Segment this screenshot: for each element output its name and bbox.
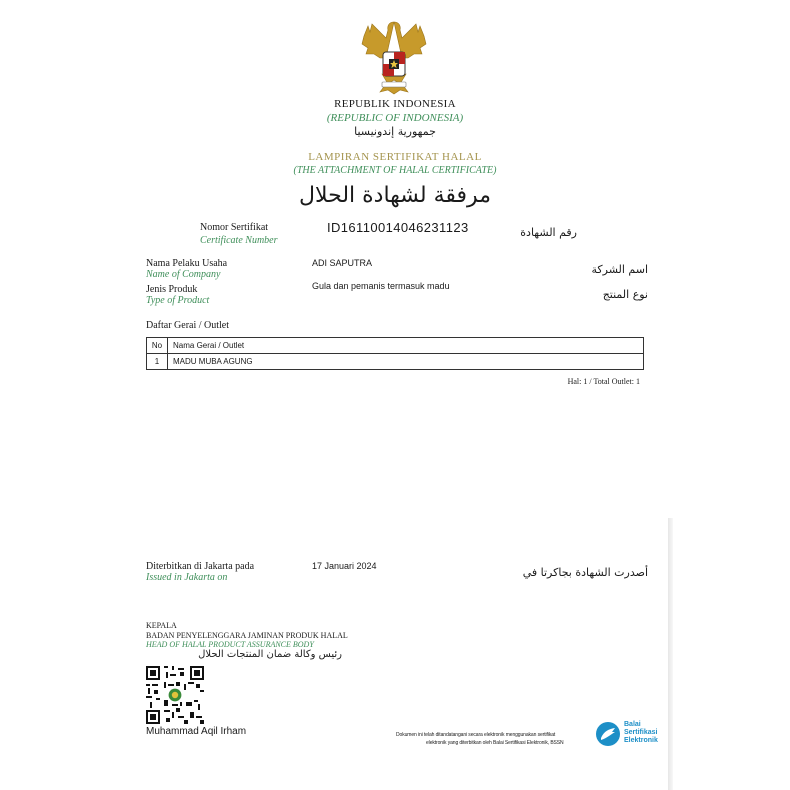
company-label-ar: اسم الشركة xyxy=(591,263,648,276)
outlet-row-no: 1 xyxy=(147,354,168,370)
outlet-pagination: Hal: 1 / Total Outlet: 1 xyxy=(567,377,640,386)
country-name-en: (REPUBLIC OF INDONESIA) xyxy=(326,112,464,124)
bsre-logo-text-line1: Balai xyxy=(624,721,641,728)
document-title-id: LAMPIRAN SERTIFIKAT HALAL xyxy=(308,151,482,163)
product-type-label: Jenis Produk xyxy=(146,284,198,295)
product-type-value: Gula dan pemanis termasuk madu xyxy=(312,281,450,291)
issued-date: 17 Januari 2024 xyxy=(312,561,377,571)
document-title-ar: مرفقة لشهادة الحلال xyxy=(299,183,491,208)
country-name-id: REPUBLIK INDONESIA xyxy=(334,98,456,110)
certificate-number-label-ar: رقم الشهادة xyxy=(520,226,577,239)
outlet-table-header-no: No xyxy=(147,338,168,354)
product-type-label-en: Type of Product xyxy=(146,295,210,306)
bsre-logo-icon xyxy=(595,721,621,747)
e-signature-note-line1: Dokumen ini telah ditandatangani secara elektronik menggunakan sertifikat xyxy=(396,732,556,738)
certificate-number-label-en: Certificate Number xyxy=(200,235,278,246)
country-name-ar: جمهورية إندونيسيا xyxy=(354,125,436,138)
product-type-label-ar: نوع المنتج xyxy=(602,288,648,301)
table-row xyxy=(147,354,644,370)
outlet-table xyxy=(146,337,644,370)
signatory-agency-ar: رئيس وكالة ضمان المنتجات الحلال xyxy=(198,649,342,660)
signatory-agency-en: HEAD OF HALAL PRODUCT ASSURANCE BODY xyxy=(146,640,314,649)
outlet-list-title: Daftar Gerai / Outlet xyxy=(146,320,230,331)
issued-label-en: Issued in Jakarta on xyxy=(146,572,228,583)
company-name-value: ADI SAPUTRA xyxy=(312,258,373,268)
certificate-number-label: Nomor Sertifikat xyxy=(200,222,269,233)
issued-label-ar: أصدرت الشهادة بجاكرتا في xyxy=(522,566,648,579)
document-title-en: (THE ATTACHMENT OF HALAL CERTIFICATE) xyxy=(293,165,497,176)
company-label-en: Name of Company xyxy=(146,269,221,280)
page-edge-shadow xyxy=(668,518,673,790)
bsre-logo-text-line3: Elektronik xyxy=(624,737,658,744)
issued-label: Diterbitkan di Jakarta pada xyxy=(146,561,255,572)
e-signature-note-line2: elektronik yang diterbitkan oleh Balai Sertifikasi Elektronik, BSSN xyxy=(426,740,564,746)
signatory-name: Muhammad Aqil Irham xyxy=(146,726,247,737)
outlet-table-header-name: Nama Gerai / Outlet xyxy=(168,338,644,354)
signatory-role: KEPALA xyxy=(146,621,177,630)
signatory-agency-id: BADAN PENYELENGGARA JAMINAN PRODUK HALAL xyxy=(146,631,348,640)
bsre-logo-text xyxy=(624,721,658,745)
certificate-number-value: ID16110014046231123 xyxy=(327,220,469,235)
garuda-emblem-icon xyxy=(358,18,430,96)
bsre-logo-text-line2: Sertifikasi xyxy=(624,729,658,736)
qr-code-icon xyxy=(146,666,204,724)
outlet-table-header xyxy=(147,338,644,354)
company-label: Nama Pelaku Usaha xyxy=(146,258,228,269)
outlet-row-name: MADU MUBA AGUNG xyxy=(168,354,644,370)
